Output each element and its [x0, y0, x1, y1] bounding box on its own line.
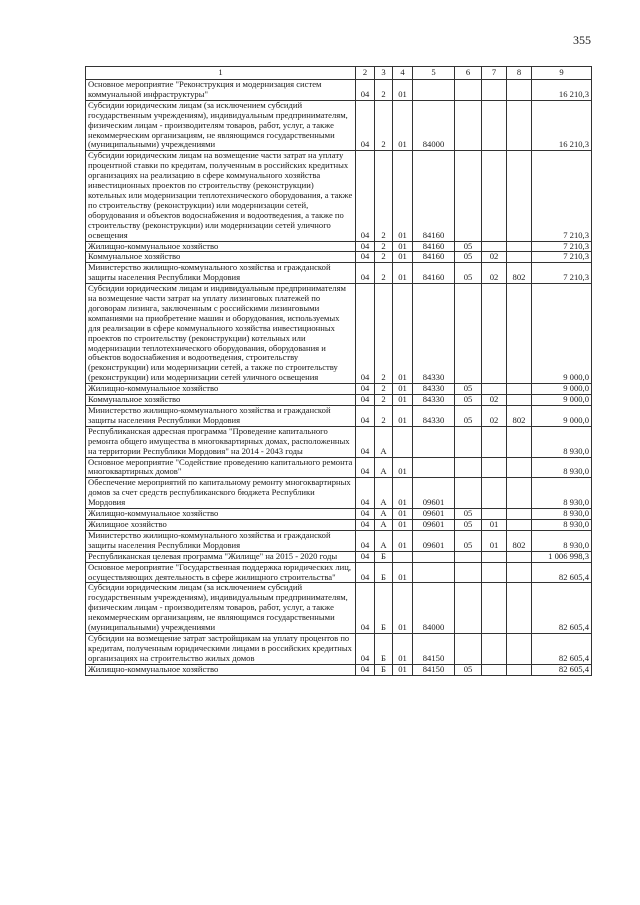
table-row [86, 583, 592, 634]
row-code-cell: 802 [507, 530, 532, 551]
row-name-cell: Основное мероприятие "Содействие проведению капитального ремонта многоквартирных домов" [86, 457, 356, 478]
row-code-cell [507, 583, 532, 634]
column-header: 9 [532, 67, 592, 80]
row-name-cell: Жилищное хозяйство [86, 519, 356, 530]
row-code-cell [482, 384, 507, 395]
row-code-cell [482, 100, 507, 151]
row-code-cell: 01 [393, 80, 413, 101]
row-code-cell: 84330 [413, 384, 455, 395]
row-code-cell [413, 562, 455, 583]
table-row [86, 241, 592, 252]
row-code-cell: 02 [482, 263, 507, 284]
row-code-cell: 84150 [413, 664, 455, 675]
row-amount-cell: 9 000,0 [532, 406, 592, 427]
row-name-cell: Министерство жилищно-коммунального хозяйства и гражданской защиты населения Республики Мордовия [86, 263, 356, 284]
column-header: 3 [375, 67, 393, 80]
row-code-cell [507, 562, 532, 583]
row-code-cell: 802 [507, 406, 532, 427]
row-code-cell: 04 [356, 562, 375, 583]
row-code-cell: 04 [356, 284, 375, 384]
row-code-cell: 09601 [413, 478, 455, 509]
row-code-cell: 84160 [413, 151, 455, 241]
row-code-cell [482, 151, 507, 241]
row-code-cell: 05 [455, 530, 482, 551]
table-row [86, 395, 592, 406]
row-code-cell [507, 151, 532, 241]
row-name-cell: Коммунальное хозяйство [86, 252, 356, 263]
row-code-cell: 04 [356, 583, 375, 634]
table-row [86, 530, 592, 551]
row-code-cell [507, 100, 532, 151]
page-number: 355 [573, 33, 591, 47]
row-code-cell [413, 426, 455, 457]
table-row [86, 551, 592, 562]
row-code-cell: 05 [455, 263, 482, 284]
row-amount-cell: 8 930,0 [532, 478, 592, 509]
row-code-cell: 05 [455, 241, 482, 252]
table-row [86, 509, 592, 520]
row-amount-cell: 82 605,4 [532, 664, 592, 675]
row-code-cell: 01 [393, 252, 413, 263]
budget-table [85, 66, 592, 676]
row-code-cell: 01 [393, 583, 413, 634]
row-name-cell: Основное мероприятие "Реконструкция и модернизация систем коммунальной инфраструктуры" [86, 80, 356, 101]
row-code-cell: 05 [455, 252, 482, 263]
row-name-cell: Субсидии юридическим лицам на возмещение части затрат на уплату процентной ставки по кредитам, полученным в российских кредитных организациях на реализацию в сфере коммунального хозяйства инвестиционных проектов по строительству (реконструкции) котельных или модернизации теплотехнического оборудования, а также по строительству (реконструкции) или модернизации сетей, оборудования и объектов водоснабжения и водоотведения, а также по строительству (реконструкции) или модернизации сетей уличного освещения [86, 151, 356, 241]
row-code-cell: 09601 [413, 519, 455, 530]
row-code-cell: 01 [393, 509, 413, 520]
table-row [86, 252, 592, 263]
row-code-cell [507, 664, 532, 675]
row-code-cell: Б [375, 551, 393, 562]
row-code-cell: 01 [393, 395, 413, 406]
row-code-cell [482, 633, 507, 664]
row-code-cell: 01 [393, 478, 413, 509]
row-code-cell [507, 426, 532, 457]
row-name-cell: Коммунальное хозяйство [86, 395, 356, 406]
row-code-cell [507, 633, 532, 664]
row-code-cell: 84000 [413, 583, 455, 634]
row-code-cell: 01 [393, 664, 413, 675]
row-code-cell: Б [375, 664, 393, 675]
row-code-cell [455, 633, 482, 664]
table-row [86, 457, 592, 478]
row-code-cell: 01 [393, 384, 413, 395]
row-code-cell: 05 [455, 384, 482, 395]
row-name-cell: Субсидии на возмещение затрат застройщикам на уплату процентов по кредитам, полученным юридическими лицами в российских кредитных организациях на строительство жилых домов [86, 633, 356, 664]
row-amount-cell: 82 605,4 [532, 562, 592, 583]
row-code-cell: 04 [356, 151, 375, 241]
row-code-cell [455, 426, 482, 457]
row-name-cell: Субсидии юридическим лицам (за исключением субсидий государственным учреждениям), индивидуальным предпринимателям, физическим лицам - производителям товаров, работ, услуг, а также некоммерческим организациям, не являющимся государственными (муниципальными) учреждениями [86, 583, 356, 634]
table-body [86, 80, 592, 676]
row-code-cell: А [375, 509, 393, 520]
row-code-cell: 84000 [413, 100, 455, 151]
table-row [86, 100, 592, 151]
row-name-cell: Министерство жилищно-коммунального хозяйства и гражданской защиты населения Республики Мордовия [86, 406, 356, 427]
row-amount-cell: 8 930,0 [532, 426, 592, 457]
row-code-cell [482, 551, 507, 562]
row-code-cell [507, 395, 532, 406]
row-code-cell [482, 562, 507, 583]
row-amount-cell: 8 930,0 [532, 530, 592, 551]
row-code-cell: 01 [393, 530, 413, 551]
row-code-cell: 04 [356, 252, 375, 263]
table-row [86, 406, 592, 427]
row-code-cell [482, 664, 507, 675]
row-code-cell [507, 80, 532, 101]
row-code-cell: 2 [375, 100, 393, 151]
row-amount-cell: 1 006 998,3 [532, 551, 592, 562]
row-code-cell: 01 [482, 530, 507, 551]
row-code-cell: 84150 [413, 633, 455, 664]
row-code-cell: 01 [393, 406, 413, 427]
row-code-cell: 84330 [413, 406, 455, 427]
row-code-cell: 02 [482, 406, 507, 427]
row-code-cell [455, 80, 482, 101]
table-row [86, 80, 592, 101]
row-code-cell: 01 [393, 633, 413, 664]
row-name-cell: Министерство жилищно-коммунального хозяйства и гражданской защиты населения Республики Мордовия [86, 530, 356, 551]
row-name-cell: Республиканская целевая программа "Жилище" на 2015 - 2020 годы [86, 551, 356, 562]
row-code-cell: 01 [393, 151, 413, 241]
row-amount-cell: 9 000,0 [532, 395, 592, 406]
row-code-cell: Б [375, 633, 393, 664]
row-code-cell [507, 457, 532, 478]
row-code-cell [455, 100, 482, 151]
row-name-cell: Обеспечение мероприятий по капитальному ремонту многоквартирных домов за счет средств республиканского бюджета Республики Мордовия [86, 478, 356, 509]
row-code-cell: 01 [393, 562, 413, 583]
row-code-cell [507, 252, 532, 263]
row-code-cell: 01 [482, 519, 507, 530]
row-code-cell: 84160 [413, 241, 455, 252]
row-code-cell: А [375, 478, 393, 509]
row-amount-cell: 8 930,0 [532, 457, 592, 478]
column-header: 4 [393, 67, 413, 80]
row-code-cell: 84330 [413, 395, 455, 406]
row-code-cell: Б [375, 562, 393, 583]
row-code-cell: 04 [356, 664, 375, 675]
row-code-cell: 04 [356, 530, 375, 551]
row-code-cell: 01 [393, 519, 413, 530]
row-code-cell: 2 [375, 395, 393, 406]
row-code-cell: 05 [455, 519, 482, 530]
row-code-cell: 2 [375, 151, 393, 241]
table-row [86, 384, 592, 395]
row-code-cell: 01 [393, 284, 413, 384]
row-code-cell [393, 551, 413, 562]
row-amount-cell: 7 210,3 [532, 252, 592, 263]
row-code-cell: 05 [455, 509, 482, 520]
row-code-cell [482, 426, 507, 457]
row-code-cell: 2 [375, 284, 393, 384]
row-name-cell: Субсидии юридическим лицам и индивидуальным предпринимателям на возмещение части затрат на уплату лизинговых платежей по договорам лизинга, заключенным с российскими лизинговыми компаниями на приобретение машин и оборудования, используемых для реализации в сфере коммунального хозяйства инвестиционных проектов по строительству (реконструкции) котельных или модернизации теплотехнического оборудования, оборудования и объектов водоснабжения и водоотведения, строительству (реконструкции) или модернизации сетей, а также по строительству (реконструкции) или модернизации сетей уличного освещения [86, 284, 356, 384]
row-amount-cell: 8 930,0 [532, 509, 592, 520]
row-code-cell [455, 583, 482, 634]
table-row [86, 284, 592, 384]
row-amount-cell: 9 000,0 [532, 284, 592, 384]
row-code-cell: 84330 [413, 284, 455, 384]
row-code-cell: 04 [356, 80, 375, 101]
row-code-cell: 02 [482, 395, 507, 406]
row-code-cell: Б [375, 583, 393, 634]
row-code-cell: 05 [455, 406, 482, 427]
row-code-cell [455, 478, 482, 509]
column-header: 8 [507, 67, 532, 80]
row-code-cell [413, 80, 455, 101]
row-code-cell: 2 [375, 80, 393, 101]
row-name-cell: Жилищно-коммунальное хозяйство [86, 509, 356, 520]
row-code-cell: 05 [455, 664, 482, 675]
table-row [86, 426, 592, 457]
row-amount-cell: 16 210,3 [532, 100, 592, 151]
row-amount-cell: 7 210,3 [532, 241, 592, 252]
row-code-cell [413, 457, 455, 478]
row-code-cell: 2 [375, 241, 393, 252]
row-code-cell [507, 384, 532, 395]
row-code-cell: 04 [356, 100, 375, 151]
row-name-cell: Субсидии юридическим лицам (за исключением субсидий государственным учреждениям), индивидуальным предпринимателям, физическим лицам - производителям товаров, работ, услуг, а также некоммерческим организациям, не являющимся государственными (муниципальными) учреждениями [86, 100, 356, 151]
row-code-cell: 05 [455, 395, 482, 406]
row-code-cell: 04 [356, 478, 375, 509]
row-code-cell [507, 509, 532, 520]
row-name-cell: Республиканская адресная программа "Проведение капитального ремонта общего имущества в многоквартирных домах, расположенных на территории Республики Мордовия" на 2014 - 2043 годы [86, 426, 356, 457]
row-amount-cell: 7 210,3 [532, 263, 592, 284]
row-code-cell: 04 [356, 509, 375, 520]
table-row [86, 633, 592, 664]
row-code-cell: 2 [375, 406, 393, 427]
row-amount-cell: 82 605,4 [532, 583, 592, 634]
row-code-cell: 04 [356, 633, 375, 664]
table-row [86, 664, 592, 675]
row-name-cell: Жилищно-коммунальное хозяйство [86, 664, 356, 675]
column-header: 7 [482, 67, 507, 80]
row-code-cell: А [375, 457, 393, 478]
row-code-cell: 04 [356, 519, 375, 530]
table-row [86, 151, 592, 241]
row-code-cell [455, 151, 482, 241]
row-code-cell [482, 241, 507, 252]
row-code-cell: 09601 [413, 530, 455, 551]
row-code-cell: 84160 [413, 263, 455, 284]
table-row [86, 478, 592, 509]
row-code-cell [482, 80, 507, 101]
table-row [86, 562, 592, 583]
row-code-cell: А [375, 530, 393, 551]
row-code-cell: А [375, 519, 393, 530]
row-code-cell [507, 241, 532, 252]
row-code-cell [482, 478, 507, 509]
column-header: 1 [86, 67, 356, 80]
row-code-cell: 01 [393, 457, 413, 478]
row-code-cell [507, 478, 532, 509]
row-amount-cell: 9 000,0 [532, 384, 592, 395]
row-code-cell [455, 284, 482, 384]
row-name-cell: Жилищно-коммунальное хозяйство [86, 241, 356, 252]
row-code-cell [507, 551, 532, 562]
row-code-cell [507, 519, 532, 530]
row-amount-cell: 7 210,3 [532, 151, 592, 241]
row-amount-cell: 82 605,4 [532, 633, 592, 664]
row-code-cell: 84160 [413, 252, 455, 263]
row-code-cell: 04 [356, 551, 375, 562]
table-row [86, 263, 592, 284]
row-code-cell [455, 457, 482, 478]
row-amount-cell: 16 210,3 [532, 80, 592, 101]
row-code-cell: 2 [375, 384, 393, 395]
column-header: 5 [413, 67, 455, 80]
row-code-cell [507, 284, 532, 384]
row-code-cell: 01 [393, 100, 413, 151]
row-code-cell: 04 [356, 406, 375, 427]
column-header: 6 [455, 67, 482, 80]
column-header: 2 [356, 67, 375, 80]
row-code-cell [482, 509, 507, 520]
row-code-cell: А [375, 426, 393, 457]
row-code-cell: 2 [375, 252, 393, 263]
table-row [86, 519, 592, 530]
row-code-cell: 04 [356, 241, 375, 252]
row-amount-cell: 8 930,0 [532, 519, 592, 530]
row-code-cell: 802 [507, 263, 532, 284]
row-code-cell: 04 [356, 395, 375, 406]
row-name-cell: Жилищно-коммунальное хозяйство [86, 384, 356, 395]
row-code-cell [455, 562, 482, 583]
row-code-cell [482, 457, 507, 478]
row-code-cell [393, 426, 413, 457]
row-name-cell: Основное мероприятие "Государственная поддержка юридических лиц, осуществляющих деятельность в сфере жилищного строительства" [86, 562, 356, 583]
table-header-row [86, 67, 592, 80]
row-code-cell [455, 551, 482, 562]
row-code-cell: 02 [482, 252, 507, 263]
row-code-cell: 04 [356, 384, 375, 395]
row-code-cell: 04 [356, 457, 375, 478]
row-code-cell [482, 284, 507, 384]
row-code-cell [482, 583, 507, 634]
row-code-cell: 09601 [413, 509, 455, 520]
row-code-cell: 01 [393, 263, 413, 284]
row-code-cell: 04 [356, 263, 375, 284]
row-code-cell: 04 [356, 426, 375, 457]
row-code-cell: 01 [393, 241, 413, 252]
row-code-cell [413, 551, 455, 562]
row-code-cell: 2 [375, 263, 393, 284]
